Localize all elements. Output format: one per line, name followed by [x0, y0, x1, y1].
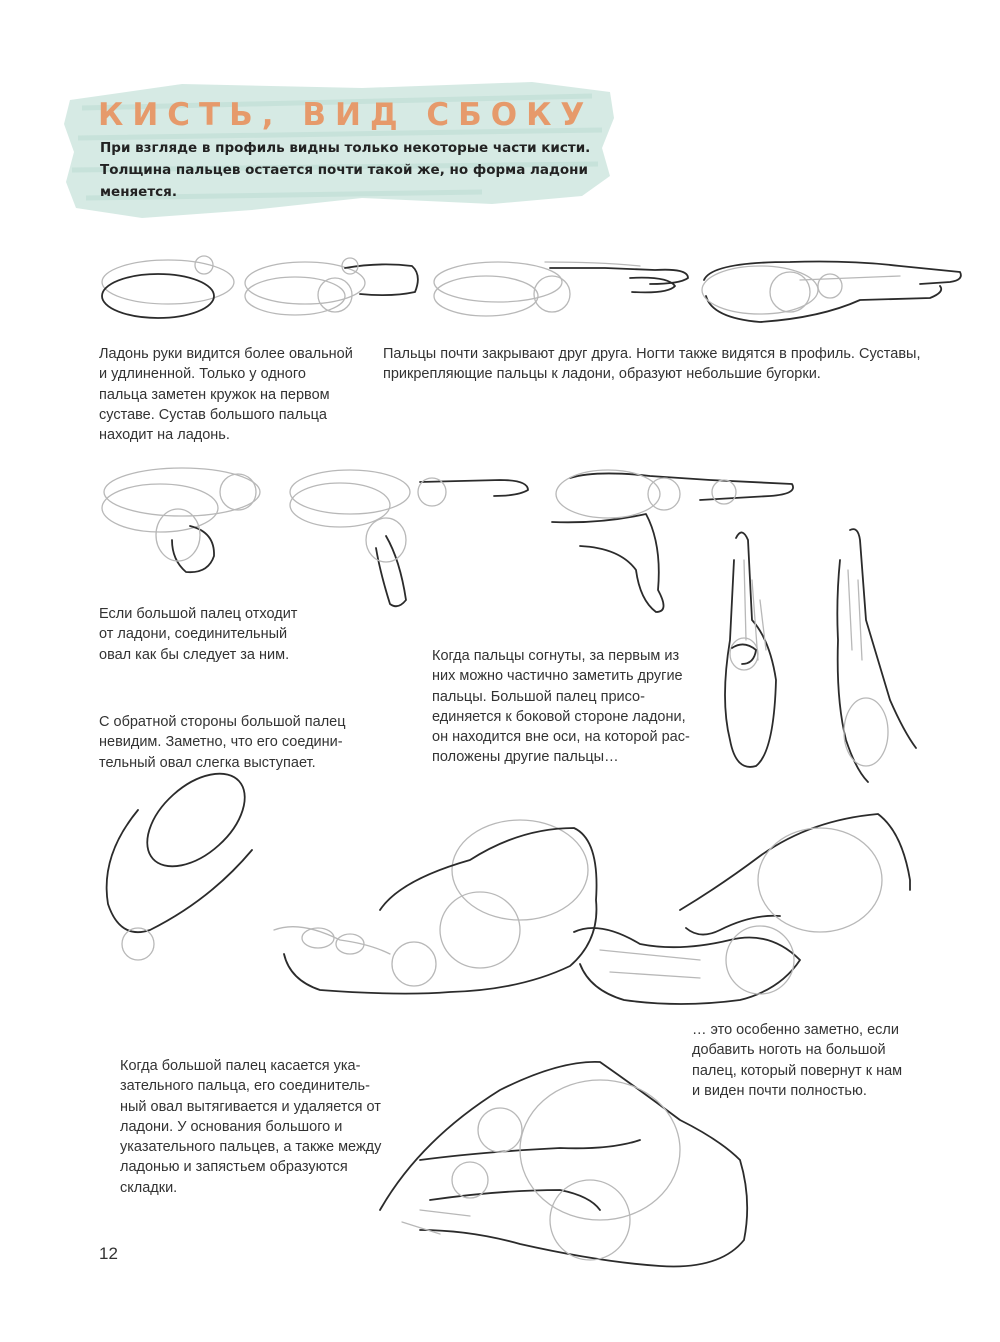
page-number: 12 [99, 1244, 118, 1263]
sketch-fingers-step-3 [434, 262, 688, 316]
sketch-palm-oval-step-1 [102, 256, 234, 318]
sketch-hand-open-palm-1 [274, 820, 597, 994]
sketch-thumb-away-2 [290, 470, 528, 606]
sketch-palm-oval-step-2 [245, 258, 418, 315]
sketch-hand-open-palm-2 [574, 814, 910, 1004]
caption-thumb-touch: Когда большой палец касается указательного пальца, его соединительный овал вытягивается и удаляется от ладони. У основания большого и указательного пальцев, а также между ладонью и запястьем образуются складки. [120, 1058, 382, 1196]
caption-fingers-bent: Когда пальцы согнуты, за первым из них можно частично заметить другие пальцы. Большой палец присоединяется к боковой стороне ладони, он находится вне оси, на которой расположены другие пальцы… [432, 648, 690, 766]
sketch-thumb-away-1 [102, 468, 260, 572]
sketch-fingers-step-4 [702, 262, 961, 323]
caption-fingers-overlap: Пальцы почти закрывают друг друга. Ногти также видятся в профиль. Суставы, прикрепляющие пальцы к ладони, образуют небольшие бугорки. [383, 346, 921, 383]
caption-nail-note: … это особенно заметно, если добавить ноготь на большой палец, который повернут к нам и виден почти полностью. [692, 1022, 903, 1099]
caption-thumb-away: Если большой палец отходит от ладони, соединительный овал как бы следует за ним. [99, 606, 298, 663]
intro-paragraph: При взгляде в профиль видны только некоторые части кисти. Толщина пальцев остается почти такой же, но форма ладони меняется. [100, 140, 591, 200]
caption-back-side: С обратной стороны большой палец невидим. Заметно, что его соединительный овал слегка выступает. [99, 714, 346, 771]
caption-palm-oval: Ладонь руки видится более овальной и удлиненной. Только у одного пальца заметен кружок на первом суставе. Сустав большого пальца находит на ладонь. [99, 346, 353, 444]
page-title: КИСТЬ, ВИД СБОКУ [98, 97, 594, 133]
sketch-bent-fingers-front [837, 529, 916, 782]
sketch-thumb-away-3 [552, 470, 793, 612]
sketch-palm-oval-tilted [107, 756, 262, 960]
sketch-bent-fingers-back [725, 532, 776, 766]
